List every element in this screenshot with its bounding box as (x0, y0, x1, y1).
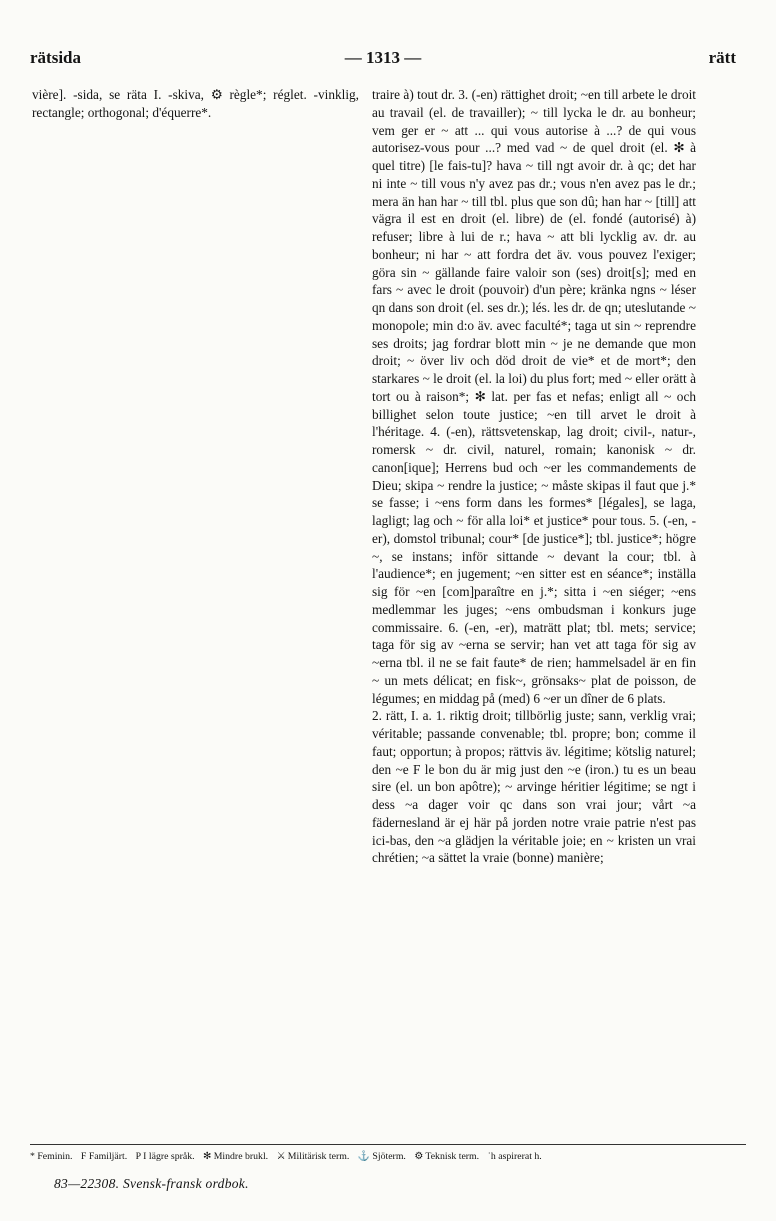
legend-item: ✻ Mindre brukl. (203, 1151, 269, 1162)
legend-item: P I lägre språk. (135, 1151, 195, 1162)
right-column (372, 86, 696, 867)
left-column (32, 86, 359, 122)
legend-item: F Familjärt. (80, 1151, 128, 1162)
abbreviation-legend (30, 1144, 746, 1162)
entry-text: traire à) tout dr. 3. (-en) rättighet droit; ~en till arbete le droit au travail (el. de travailler); ~ till lycka le dr. au bonheur; vem ger er ~ att ... qui vous autorise à ...? de qui vous autorisez-vous pour ...? med vad ~ de quel droit (el. ✻ à quel titre) [le fais-tu]? hava ~ till ngt avoir dr. à qc; det har ni inte ~ till vous n'y avez pas dr.; vous n'en avez pas le dr.; mera än han har ~ till tbl. plus que son dû; han har ~ [till] att vägra il est en droit (el. libre) de (el. fondé (autorisé) à) refuser; libre à lui de r.; hava ~ att bli lycklig av. dr. au bonheur; ni har ~ att fordra det äv. vous pouvez l'exiger; göra sin ~ gällande faire valoir son (ses) droit[s]; med en fars ~ avec le droit (pouvoir) d'un père; kränka ngns ~ léser qn dans son droit (el. ses dr.); lés. les dr. de qn; uteslutande ~ monopole; min d:o äv. avec faculté*; taga ut sin ~ reprendre ses droits; jag fordrar blott min ~ je ne demande que mon droit; ~ över liv och död droit de vie* et de mort*; den starkares ~ le droit (el. la loi) du plus fort; med ~ eller orätt à tort ou à raison*; ✻ lat. per fas et nefas; enligt all ~ och billighet selon toute justice; ~en till arvet le droit à l'héritage. 4. (-en), rättsvetenskap, lag droit; civil-, natur-, romersk ~ dr. civil, naturel, romain; kanonisk ~ dr. canon[ique]; Herrens bud och ~er les commandements de Dieu; skipa ~ rendre la justice; ~ måste skipas il faut que j.* se fasse; i ~ens form dans les formes* [légales], se laga, lagligt; lag och ~ för alla loi* et justice* pour tous. 5. (-en, -er), domstol tribunal; cour* [de justice*]; tbl. justice*; högre ~, se instans; inför sittande ~ devant la cour; tbl. à l'audience*; en jugement; ~en sitter est en séance*; inställa sig för ~en [com]paraître en j.*; sitta i ~en siéger; ~ens medlemmar les juges; ~ens ombudsman i konkurs juge commissaire. 6. (-en, -er), maträtt plat; tbl. mets; service; taga för sig av ~erna se servir; han vet att taga för sig av ~erna tbl. il ne se fait faute* de rien; hammelsadel är en fin ~ un mets délicat; en fisk~, grönsaks~ plat de poisson, de légumes; en middag på (med) 6 ~er un dîner de 6 plats. (372, 87, 696, 706)
header-right-word: rätt (708, 48, 736, 67)
entry-text: 2. rätt, I. a. 1. riktig droit; tillbörlig juste; sann, verklig vrai; véritable; passande convenable; tbl. propre; bon; comme il faut; opportun; à propos; rättvis äv. légitime; kötslig naturel; den ~e F le bon du är mig just den ~e (iron.) tu es un beau sire (el. un bon apôtre); ~ arvinge héritier légitime; se ngt i dess ~a dager voir qc dans son vrai jour; vårt ~a fädernesland är ej här på jorden notre vraie patrie n'est pas ici-bas, den ~a glädjen la véritable joie; en ~ kristen un vrai chrétien; ~a sättet la vraie (bonne) manière; (372, 708, 696, 866)
legend-item: ⚓ Sjöterm. (357, 1151, 406, 1162)
header-left-word: rätsida (30, 48, 81, 67)
legend-item: ⚙ Teknisk term. (414, 1151, 480, 1162)
running-header (30, 48, 736, 76)
legend-item: ⚔ Militärisk term. (276, 1151, 350, 1162)
legend-item: ʿh aspirerat h. (487, 1151, 542, 1162)
printer-signature: 83—22308. Svensk-fransk ordbok. (54, 1176, 249, 1191)
page-number: — 1313 — (344, 48, 422, 67)
legend-item: * Feminin. (30, 1151, 73, 1162)
entry-text: vière]. -sida, se räta I. -skiva, ⚙ règle*; réglet. -vinklig, rectangle; orthogonal; d'équerre*. (32, 87, 359, 120)
